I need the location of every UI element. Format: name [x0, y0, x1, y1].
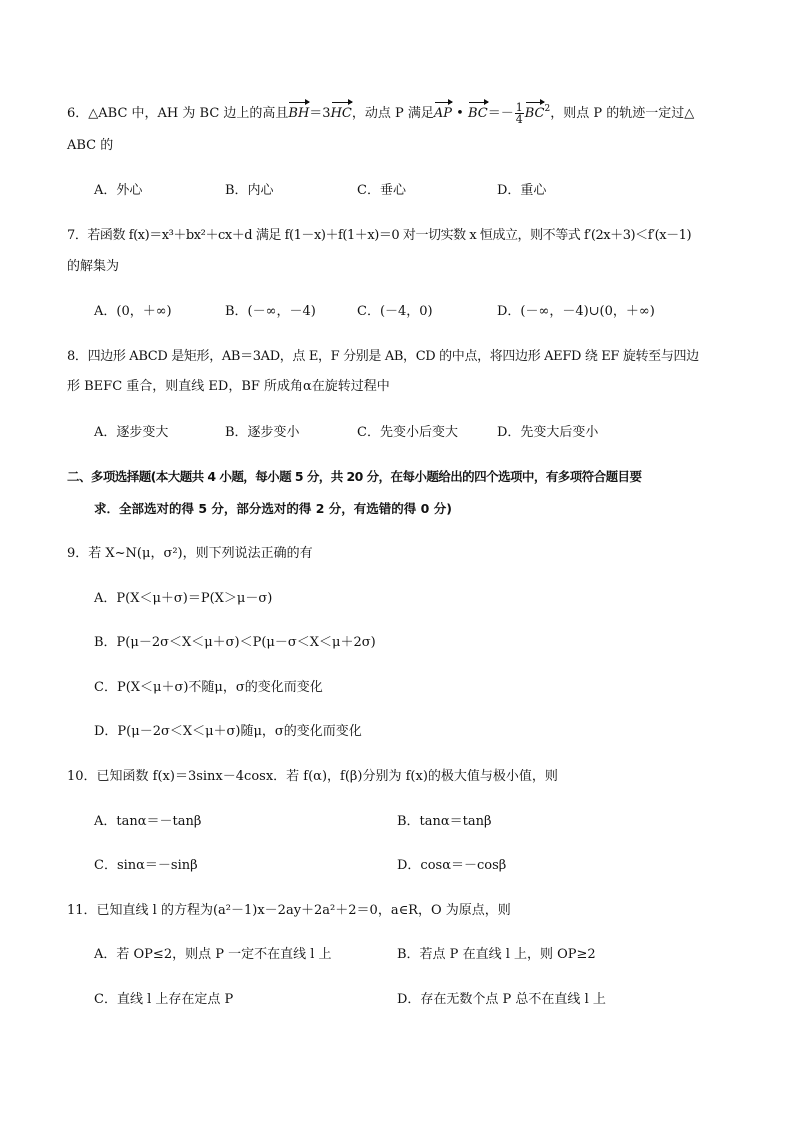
q8-option-b: B．逐步变小 [225, 425, 300, 440]
q10-option-d: D．cosα＝－cosβ [397, 858, 507, 873]
q9-option-b: B．P(μ－2σ＜X＜μ＋σ)＜P(μ－σ＜X＜μ＋2σ) [94, 635, 376, 650]
fraction-denominator: 4 [515, 113, 523, 126]
q7-option-b: B．(－∞，－4) [225, 304, 316, 319]
q8-stem-line1: 8．四边形 ABCD 是矩形，AB＝3AD，点 E，F 分别是 AB，CD 的中点，将四边形 AEFD 绕 EF 旋转至与四边 [67, 349, 699, 364]
q7-stem-line2: 的解集为 [67, 259, 120, 274]
q11-option-d: D．存在无数个点 P 总不在直线 l 上 [397, 992, 606, 1007]
q6-option-c: C．垂心 [357, 183, 406, 198]
q6-dot: • [452, 106, 468, 121]
q9-option-a: A．P(X＜μ＋σ)＝P(X＞μ－σ) [94, 591, 273, 606]
q8-option-a: A．逐步变大 [94, 425, 169, 440]
q6-mid1: ＝3 [309, 106, 331, 121]
q8-stem-line2: 形 BEFC 重合，则直线 ED，BF 所成角α在旋转过程中 [67, 379, 390, 394]
q11-option-c: C．直线 l 上存在定点 P [94, 992, 234, 1007]
q8-option-c: C．先变小后变大 [357, 425, 458, 440]
q9-option-d: D．P(μ－2σ＜X＜μ＋σ)随μ，σ的变化而变化 [94, 724, 362, 739]
q11-stem: 11．已知直线 l 的方程为(a²－1)x－2ay＋2a²＋2＝0，a∈R，O 为原点，则 [67, 903, 511, 918]
section-heading-line2: 求．全部选对的得 5 分，部分选对的得 2 分，有选错的得 0 分) [94, 501, 452, 516]
vector-ap: AP [433, 106, 453, 121]
q6-eq: ＝－ [487, 106, 514, 121]
fraction-numerator: 1 [515, 101, 523, 114]
q11-option-b: B．若点 P 在直线 l 上，则 OP≥2 [397, 947, 596, 962]
q7-option-a: A．(0，＋∞) [94, 304, 172, 319]
q6-tail: ，则点 P 的轨迹一定过△ [550, 106, 695, 121]
q7-option-d: D．(－∞，－4)∪(0，＋∞) [497, 304, 655, 319]
section-heading-line1: 二、多项选择题(本大题共 4 小题，每小题 5 分，共 20 分，在每小题给出的四个选项中，有多项符合题目要 [67, 469, 642, 484]
q9-stem: 9．若 X~N(μ，σ²)，则下列说法正确的有 [67, 546, 313, 561]
q6-stem-line1 [67, 100, 694, 125]
q11-option-a: A．若 OP≤2，则点 P 一定不在直线 l 上 [94, 947, 332, 962]
q10-option-c: C．sinα＝－sinβ [94, 858, 198, 873]
vector-bh: BH [288, 106, 310, 121]
vector-hc: HC [330, 106, 352, 121]
q6-option-b: B．内心 [225, 183, 274, 198]
q7-stem-line1: 7．若函数 f(x)＝x³＋bx²＋cx＋d 满足 f(1－x)＋f(1＋x)＝0 对一切实数 x 恒成立，则不等式 f′(2x＋3)＜f′(x－1) [67, 228, 692, 243]
q6-mid2: ，动点 P 满足 [351, 106, 434, 121]
superscript-two: 2 [544, 104, 551, 114]
fraction-one-quarter [515, 102, 524, 125]
q10-option-a: A．tanα＝－tanβ [94, 814, 202, 829]
vector-bc-squared: BC [524, 106, 545, 121]
q6-stem-line2: ABC 的 [67, 138, 114, 153]
q8-option-d: D．先变大后变小 [497, 425, 599, 440]
q7-option-c: C．(－4，0) [357, 304, 433, 319]
q6-option-a: A．外心 [94, 183, 143, 198]
q9-option-c: C．P(X＜μ＋σ)不随μ，σ的变化而变化 [94, 680, 323, 695]
q6-option-d: D．重心 [497, 183, 547, 198]
q10-stem: 10．已知函数 f(x)＝3sinx－4cosx．若 f(α)，f(β)分别为 f(x)的极大值与极小值，则 [67, 769, 558, 784]
q6-prefix: 6．△ABC 中，AH 为 BC 边上的高且 [67, 106, 289, 121]
q10-option-b: B．tanα＝tanβ [397, 814, 492, 829]
vector-bc: BC [467, 106, 488, 121]
